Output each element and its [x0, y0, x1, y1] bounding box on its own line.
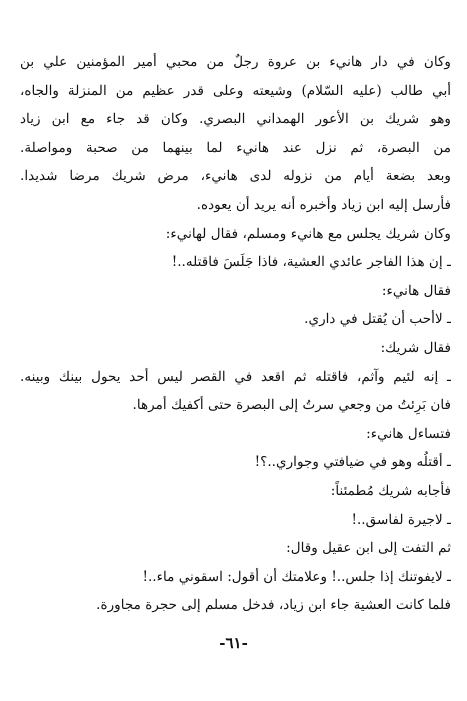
text-line: فان بَرِئتُ من وجعي سرتُ إلى البصرة حتى أكفيك أمرها.	[132, 397, 451, 414]
text-line: فقال هانيء:	[381, 282, 451, 299]
text-line: ثم التفت إلى ابن عقيل وقال:	[286, 540, 451, 557]
text-line: ـ أقتلُه وهو في ضيافتي وجواري..؟!	[254, 454, 451, 471]
text-line: فقال شريك:	[380, 339, 451, 356]
text-line: ـ إنه لئيم وآثم، فاقتله ثم اقعد في القصر ليس أحد يحول بينك وبينه.	[20, 368, 451, 385]
text-line: وبعد بضعة أيام من نزوله لدى هانيء، مرض شريك مرضا شديدا.	[20, 168, 451, 185]
text-line: وكان في دار هانيء بن عروة رجلٌ من محبي أمير المؤمنين علي بن	[20, 54, 451, 70]
text-line: ـ إن هذا الفاجر عائدي العشية، فاذا جَلَسَ فاقتله..!	[171, 254, 451, 271]
text-line: ـ لايفوتنك إذا جلس..! وعلامتك أن أقول: اسقوني ماء..!	[142, 568, 451, 585]
text-line: ـ لاجيرة لفاسق..!	[351, 511, 451, 528]
text-line: من البصرة، ثم نزل عند هانيء لما بينهما من صحبة ومواصلة.	[20, 139, 451, 156]
text-line: فأجابه شريك مُطمئناً:	[330, 482, 451, 499]
page-number: -٦١-	[219, 634, 248, 652]
page-body-text	[20, 48, 451, 620]
text-line: فلما كانت العشية جاء ابن زياد، فدخل مسلم إلى حجرة مجاورة.	[96, 597, 451, 614]
text-line: فتساءل هانيء:	[366, 425, 451, 442]
text-line: ـ لاأحب أن يُقتل في داري.	[304, 311, 451, 328]
text-line: أبي طالب (عليه السّلام) وشيعته وعلى قدر عظيم من المنزلة والجاه،	[20, 82, 451, 99]
text-line: فأرسل إليه ابن زياد وأخبره أنه يريد أن يعوده.	[196, 196, 451, 213]
text-line: وكان شريك يجلس مع هانيء ومسلم، فقال لهانيء:	[165, 225, 451, 242]
text-line: وهو شريك بن الأعور الهمداني البصري. وكان قد جاء مع ابن زياد	[20, 111, 451, 128]
